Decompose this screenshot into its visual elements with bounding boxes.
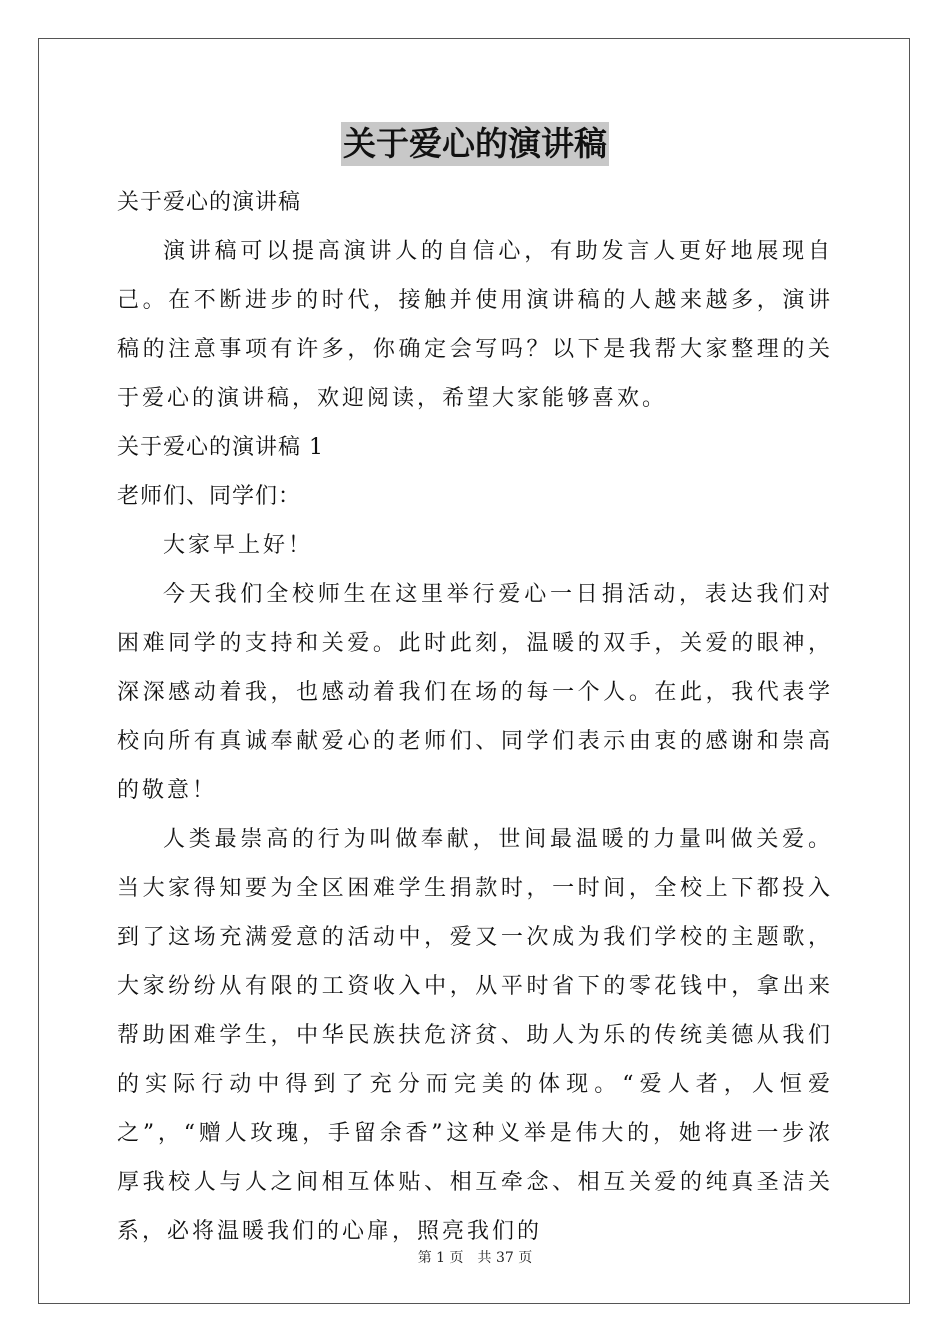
intro-paragraph[interactable]: 演讲稿可以提高演讲人的自信心，有助发言人更好地展现自己。在不断进步的时代，接触并使用演讲稿的人越来越多，演讲稿的注意事项有许多，你确定会写吗？以下是我帮大家整理的关于爱心的演讲稿，欢迎阅读，希望大家能够喜欢。 (117, 239, 833, 411)
document-title[interactable]: 关于爱心的演讲稿 (341, 122, 609, 166)
salutation[interactable]: 老师们、同学们： (117, 484, 302, 509)
greeting[interactable]: 大家早上好！ (163, 533, 314, 558)
title-wrap (117, 122, 833, 178)
document-body (117, 122, 833, 1256)
body-paragraph-2[interactable]: 人类最崇高的行为叫做奉献，世间最温暖的力量叫做关爱。当大家得知要为全区困难学生捐款时，一时间，全校上下都投入到了这场充满爱意的活动中，爱又一次成为我们学校的主题歌，大家纷纷从有限的工资收入中，从平时省下的零花钱中，拿出来帮助困难学生，中华民族扶危济贫、助人为乐的传统美德从我们的实际行动中得到了充分而完美的体现。“爱人者，人恒爱之”，“赠人玫瑰，手留余香”这种义举是伟大的，她将进一步浓厚我校人与人之间相互体贴、相互牵念、相互关爱的纯真圣洁关系，必将温暖我们的心扉，照亮我们的 (117, 827, 833, 1244)
page-number-footer: 第 1 页 共 37 页 (417, 1250, 533, 1266)
document-subtitle[interactable]: 关于爱心的演讲稿 (117, 190, 302, 215)
section-title[interactable]: 关于爱心的演讲稿 1 (117, 435, 324, 460)
body-paragraph-1[interactable]: 今天我们全校师生在这里举行爱心一日捐活动，表达我们对困难同学的支持和关爱。此时此刻，温暖的双手，关爱的眼神，深深感动着我，也感动着我们在场的每一个人。在此，我代表学校向所有真诚奉献爱心的老师们、同学们表示由衷的感谢和崇高的敬意！ (117, 582, 833, 803)
